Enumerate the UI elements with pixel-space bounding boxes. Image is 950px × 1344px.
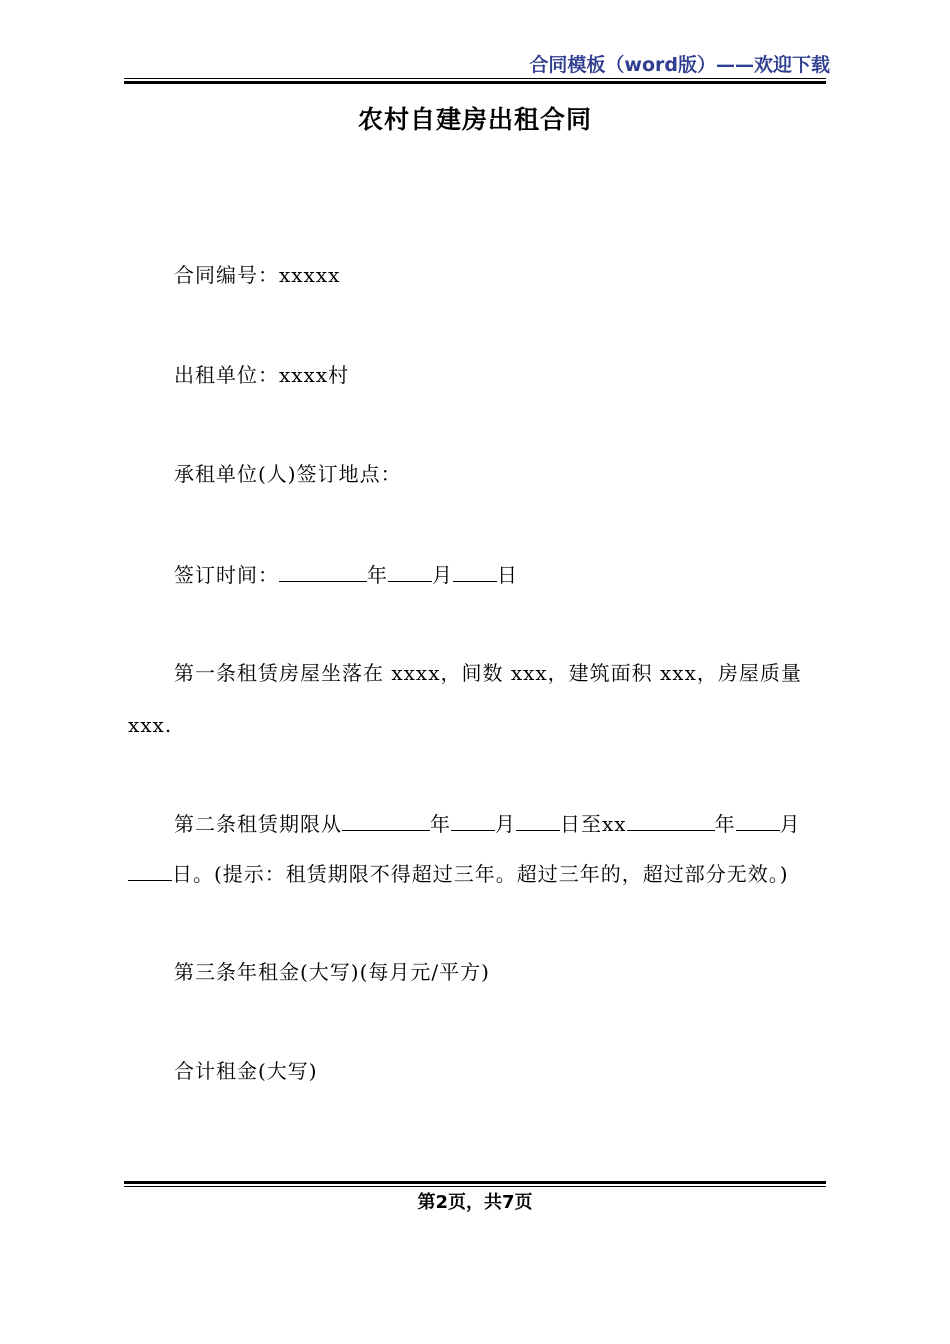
lease-start-year-blank [342, 810, 430, 831]
footer-rule-thin [124, 1186, 826, 1187]
sign-day-blank [453, 561, 497, 582]
lease-start-month-blank [451, 810, 495, 831]
lease-start-day-blank [516, 810, 560, 831]
sign-month-label: 月 [432, 563, 453, 587]
article-2-note: 日。(提示：租赁期限不得超过三年。超过三年的，超过部分无效。) [172, 862, 789, 886]
sign-year-label: 年 [367, 563, 388, 587]
lease-start-year-label: 年 [430, 812, 451, 836]
article-1-line-1: 第一条租赁房屋坐落在 xxxx，间数 xxx，建筑面积 xxx，房屋质量 [174, 661, 802, 685]
lease-end-month-blank [736, 810, 780, 831]
total-rent: 合计租金(大写) [174, 1059, 318, 1083]
lease-to-label: 日至xx [560, 812, 627, 836]
article-2-intro: 第二条租赁期限从 [174, 812, 342, 836]
sign-year-blank [279, 561, 367, 582]
page-number: 第2页，共7页 [417, 1192, 533, 1213]
lessor-line: 出租单位：xxxx村 [174, 363, 350, 387]
sign-month-blank [388, 561, 432, 582]
article-1-line-2: xxx. [128, 713, 173, 737]
contract-number: 合同编号：xxxxx [174, 263, 341, 287]
lease-end-day-blank [128, 860, 172, 881]
header-banner: 合同模板（word版）——欢迎下载 [529, 54, 830, 76]
header-rule-thin [124, 78, 826, 79]
footer-rule-thick [124, 1181, 826, 1184]
lease-end-year-blank [627, 810, 715, 831]
sign-time-label: 签订时间： [174, 563, 279, 587]
document-title: 农村自建房出租合同 [357, 105, 592, 134]
article-3: 第三条年租金(大写)(每月元/平方) [174, 960, 490, 984]
article-2-line-2 [128, 860, 789, 887]
sign-time-line [174, 561, 518, 588]
header-rule-thick [124, 81, 826, 84]
lessee-line: 承租单位(人)签订地点： [174, 462, 402, 486]
lease-start-month-label: 月 [495, 812, 516, 836]
article-2-line-1 [174, 810, 801, 837]
lease-end-month-label: 月 [779, 812, 801, 836]
sign-day-label: 日 [497, 563, 518, 587]
lease-end-year-label: 年 [714, 812, 736, 836]
